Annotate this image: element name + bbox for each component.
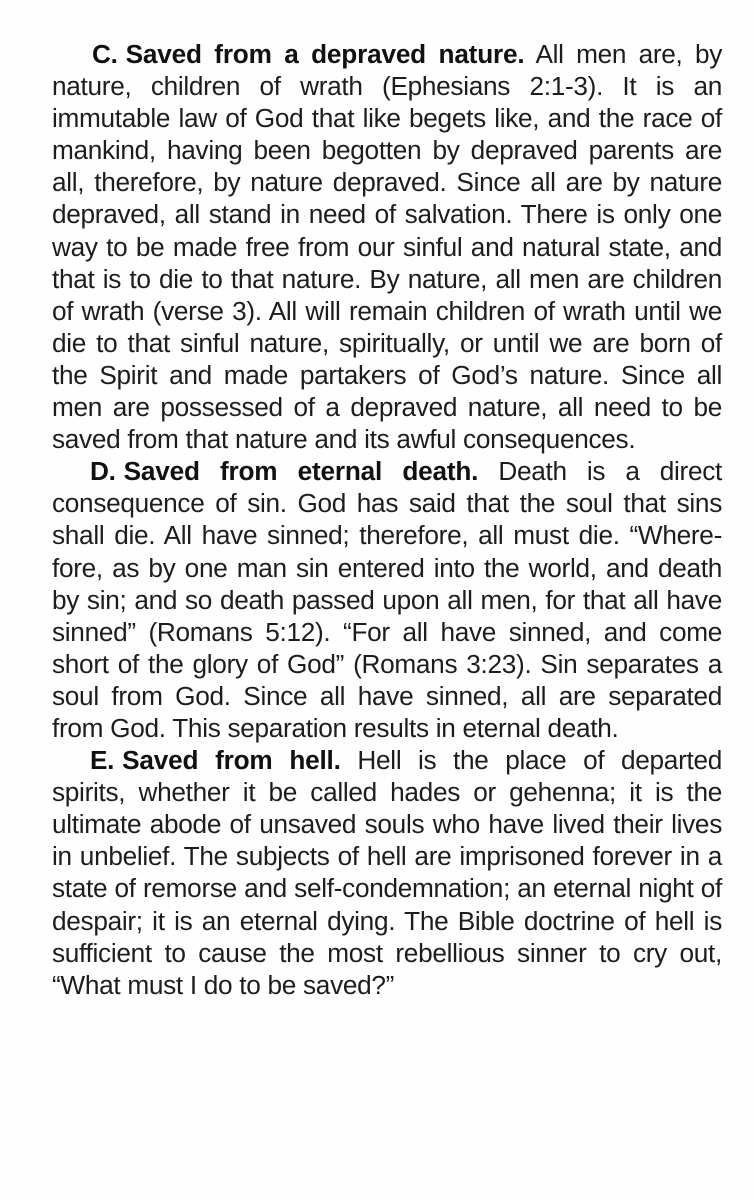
document-page [52, 38, 722, 1001]
section-d-paragraph [52, 455, 722, 744]
section-e-heading: Saved from hell. [122, 745, 341, 776]
section-d-heading: Saved from eternal death. [123, 456, 479, 487]
section-d-letter: D. [90, 456, 116, 487]
section-e-body: Hell is the place of departed spirits, whether it be called hades or gehenna; it is the ultimate abode of unsaved souls who have lived their lives in unbelief. The subjects of hell are imprisoned forever in a state of remorse and self-condemnation; an eternal night of despair; it is an eternal dying. The Bible doctrine of hell is sufficient to cause the most rebellious sinner to cry out, “What must I do to be saved?” [52, 745, 722, 1000]
section-e-paragraph [52, 744, 722, 1001]
section-c-heading: Saved from a depraved nature. [125, 39, 525, 69]
section-c-paragraph [52, 38, 722, 455]
section-d-body: Death is a direct consequence of sin. God has said that the soul that sins shall die. All have sinned; therefore, all must die. “Where-fore, as by one man sin entered into the world, and death by sin; and so death passed upon all men, for that all have sinned” (Romans 5:12). “For all have sinned, and come short of the glory of God” (Romans 3:23). Sin separates a soul from God. Since all have sinned, all are separated from God. This separation results in eternal death. [52, 456, 722, 743]
section-c-letter: C. [92, 39, 118, 69]
section-e-letter: E. [90, 745, 115, 776]
section-c-body: All men are, by nature, children of wrath (Ephesians 2:1-3). It is an immutable law of God that like begets like, and the race of mankind, having been begotten by depraved parents are all, therefore, by nature depraved. Since all are by nature depraved, all stand in need of salvation. There is only one way to be made free from our sinful and natural state, and that is to die to that nature. By nature, all men are children of wrath (verse 3). All will remain children of wrath until we die to that sinful nature, spiritually, or until we are born of the Spirit and made partakers of God’s nature. Since all men are possessed of a depraved nature, all need to be saved from that nature and its awful consequences. [52, 39, 722, 455]
